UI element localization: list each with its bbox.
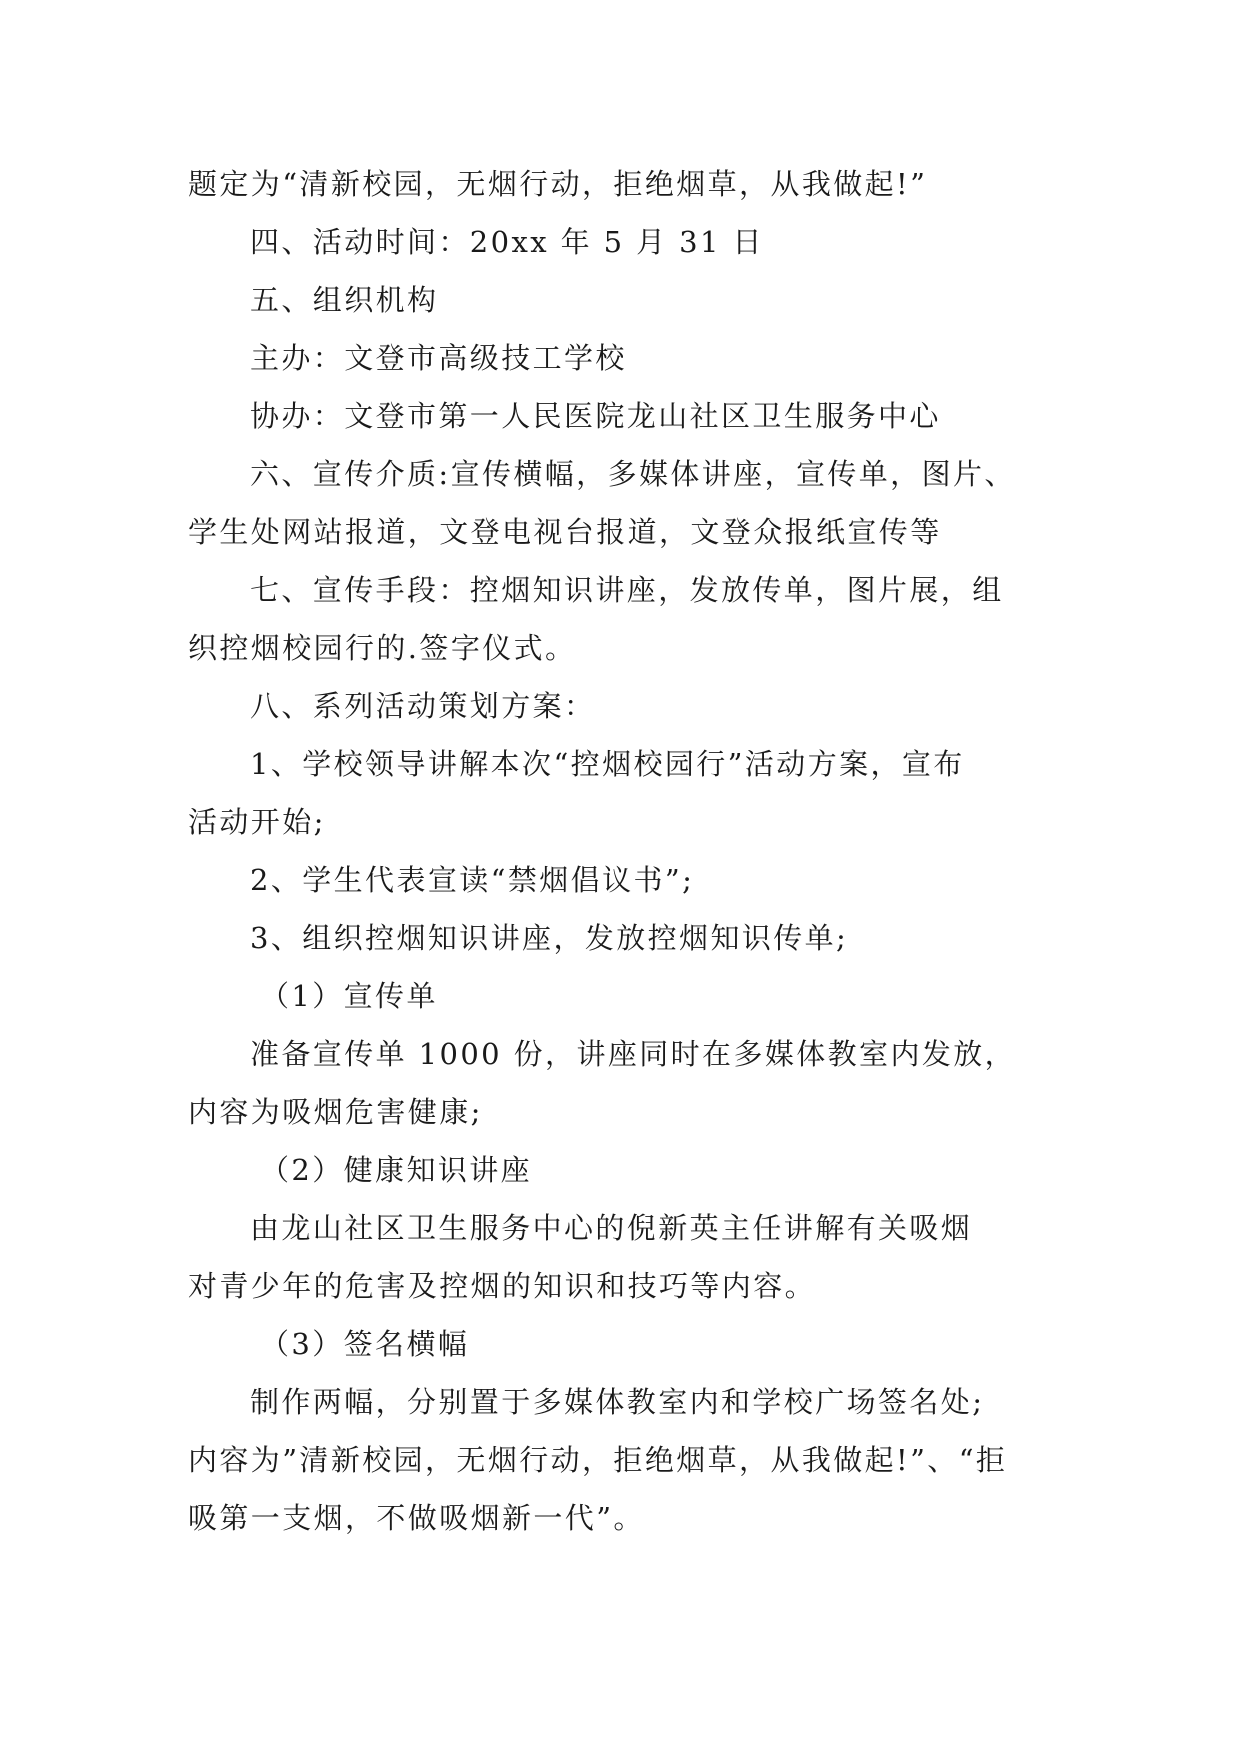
text-line: 题定为“清新校园，无烟行动，拒绝烟草，从我做起!” — [188, 167, 928, 201]
text-line: 2、学生代表宣读“禁烟倡议书”; — [250, 863, 695, 897]
text-line: 织控烟校园行的.签字仪式。 — [188, 631, 577, 665]
text-line: 八、系列活动策划方案： — [250, 689, 596, 723]
text-line: 内容为吸烟危害健康; — [188, 1095, 483, 1129]
text-line: 对青少年的危害及控烟的知识和技巧等内容。 — [188, 1269, 817, 1303]
text-line: 四、活动时间：20xx 年 5 月 31 日 — [250, 225, 764, 259]
text-line: 协办：文登市第一人民医院龙山社区卫生服务中心 — [250, 399, 941, 433]
text-line: （3）签名横幅 — [260, 1327, 470, 1361]
document-page — [188, 155, 1058, 1547]
text-line: 六、宣传介质:宣传横幅，多媒体讲座，宣传单，图片、 — [250, 457, 1016, 491]
text-line: 活动开始; — [188, 805, 326, 839]
text-line: 吸第一支烟，不做吸烟新一代”。 — [188, 1501, 645, 1535]
text-line: 主办：文登市高级技工学校 — [250, 341, 627, 375]
text-line: 七、宣传手段：控烟知识讲座，发放传单，图片展，组 — [250, 573, 1004, 607]
text-line: 由龙山社区卫生服务中心的倪新英主任讲解有关吸烟 — [250, 1211, 973, 1245]
text-line: 制作两幅，分别置于多媒体教室内和学校广场签名处; — [250, 1385, 985, 1419]
text-line: 3、组织控烟知识讲座，发放控烟知识传单; — [250, 921, 849, 955]
text-line: （1）宣传单 — [260, 979, 438, 1013]
text-line: 学生处网站报道，文登电视台报道，文登众报纸宣传等 — [188, 515, 942, 549]
text-line: 五、组织机构 — [250, 283, 439, 317]
text-line: （2）健康知识讲座 — [260, 1153, 533, 1187]
text-line: 准备宣传单 1000 份，讲座同时在多媒体教室内发放， — [250, 1037, 1017, 1071]
text-line: 内容为”清新校园，无烟行动，拒绝烟草，从我做起!”、“拒 — [188, 1443, 1008, 1477]
text-line: 1、学校领导讲解本次“控烟校园行”活动方案，宣布 — [250, 747, 965, 781]
